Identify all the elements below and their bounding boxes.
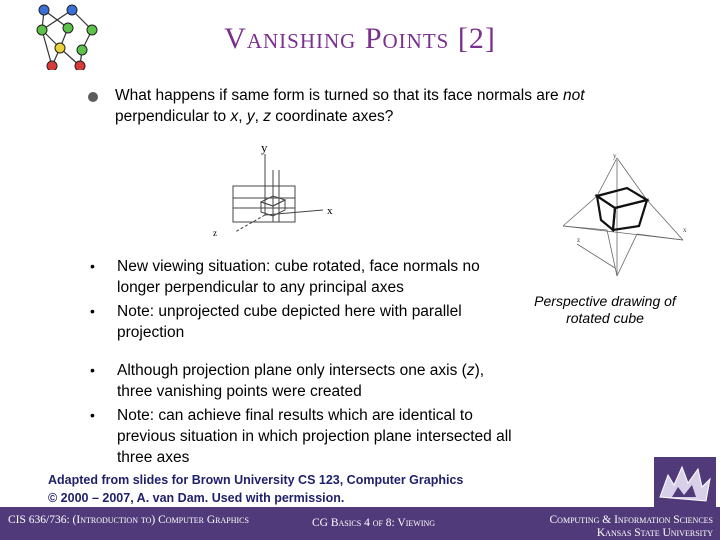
svg-text:z: z: [577, 236, 581, 244]
footer-course: CIS 636/736: (Introduction to) Computer Graphics: [8, 514, 249, 526]
svg-text:y: y: [613, 152, 617, 160]
y-axis-label: y: [261, 140, 268, 155]
slide-title: Vanishing Points [2]: [224, 22, 496, 55]
x-axis-label: x: [327, 205, 333, 217]
lead-question: What happens if same form is turned so that its face normals are not perpendicular to x, y, z coordinate axes?: [115, 87, 585, 125]
graph-node: [75, 61, 85, 70]
sub-bullet-marker: •: [90, 303, 95, 319]
sub-bullet-marker: •: [90, 362, 95, 378]
footer-center: CG Basics 4 of 8: Viewing: [312, 517, 436, 529]
bullet-item: Although projection plane only intersects one axis (z), three vanishing points were created: [117, 362, 485, 400]
bullet-item: Note: can achieve final results which are identical to previous situation in which projection plane intersected all three axes: [117, 407, 512, 466]
z-axis-label: z: [213, 228, 217, 238]
graph-node: [67, 5, 77, 15]
svg-text:x: x: [683, 226, 687, 234]
perspective-drawing-figure: [555, 148, 690, 286]
parallel-projection-figure: [205, 140, 350, 240]
credit-line-2: © 2000 – 2007, A. van Dam. Used with permission.: [48, 491, 345, 505]
sub-bullet-marker: •: [90, 407, 95, 423]
kstate-logo: [654, 457, 716, 509]
figure-caption: Perspective drawing of rotated cube: [534, 293, 676, 326]
graph-node: [39, 5, 49, 15]
credit-line-1: Adapted from slides for Brown University CS 123, Computer Graphics: [48, 473, 464, 487]
graph-node: [47, 61, 57, 70]
bullet-marker: [88, 92, 98, 102]
bullet-item: New viewing situation: cube rotated, face normals no longer perpendicular to any principal axes: [117, 258, 480, 296]
sub-bullet-marker: •: [90, 258, 95, 274]
wildcat-logo-icon: [654, 457, 716, 509]
footer-dept: Computing & Information Sciences Kansas State University: [549, 514, 713, 539]
bullet-item: Note: unprojected cube depicted here with parallel projection: [117, 303, 462, 341]
